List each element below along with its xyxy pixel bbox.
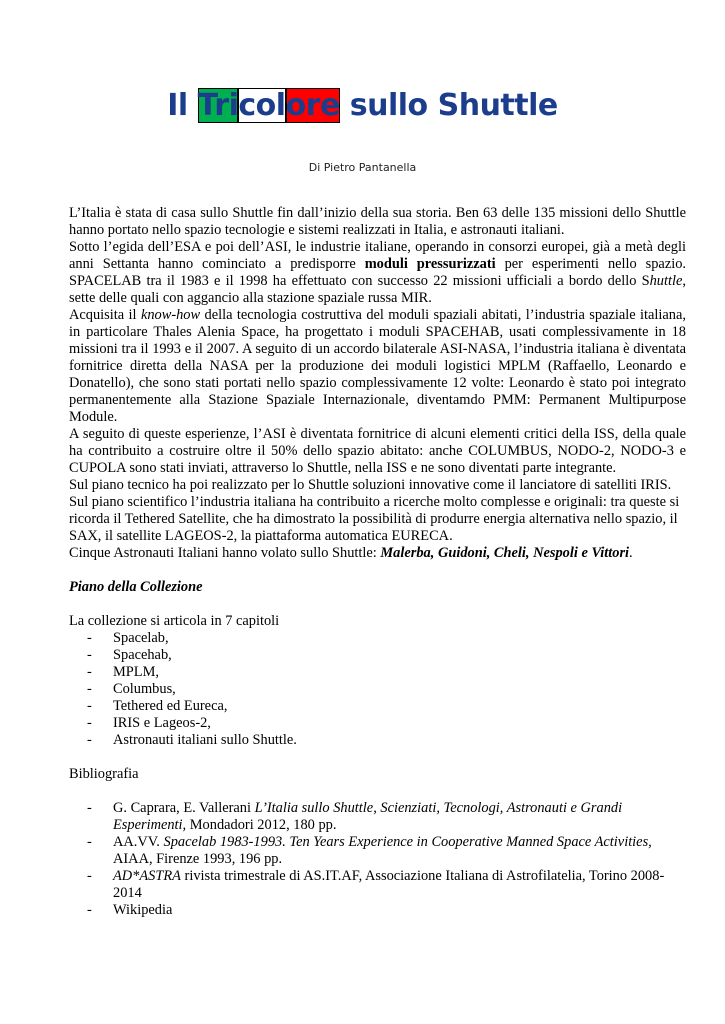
- paragraph-astronauts-text-a: Cinque Astronauti Italiani hanno volato sullo Shuttle:: [69, 545, 381, 561]
- title-tricolor-green: Tri: [197, 88, 239, 123]
- list-item: - Astronauti italiani sullo Shuttle.: [69, 732, 686, 749]
- title-tricolor-red: ore: [285, 88, 340, 123]
- document-title: [0, 86, 725, 126]
- paragraph-spacehab: [69, 307, 686, 426]
- paragraph-science-text: Sul piano scientifico l’industria italiana ha contribuito a ricerche molto complesse e originali: tra queste si ricorda il Tethered Satellite, che ha dimostrato la possibilità di produrre energia alternativa nello spazio, il SAX, il satellite LAGEOS-2, la piattaforma automatica EURECA.: [69, 494, 680, 544]
- title-suffix: sullo Shuttle: [339, 88, 558, 123]
- list-item: - Tethered ed Eureca,: [69, 698, 686, 715]
- paragraph-spacelab-bold: moduli pressurizzati: [364, 256, 496, 272]
- list-item: - IRIS e Lageos-2,: [69, 715, 686, 732]
- paragraph-iris: [69, 477, 686, 494]
- bibliography-list: [69, 800, 686, 919]
- paragraph-spacehab-italic: know-how: [140, 307, 201, 323]
- bibliography-item: - AA.VV. Spacelab 1983-1993. Ten Years Experience in Cooperative Manned Space Activities, AIAA, Firenze 1993, 196 pp.: [69, 834, 686, 868]
- paragraph-spacelab-italic: huttle: [649, 273, 683, 289]
- collection-heading: Piano della Collezione: [69, 579, 203, 595]
- paragraph-spacelab-text-c: , sette delle quali con aggancio alla stazione spaziale russa MIR.: [69, 273, 686, 306]
- paragraph-iris-text: Sul piano tecnico ha poi realizzato per lo Shuttle soluzioni innovative come il lanciatore di satelliti IRIS.: [69, 477, 672, 493]
- chapter-list: [69, 630, 686, 749]
- paragraph-spacelab: [69, 239, 686, 307]
- paragraph-intro-text: L’Italia è stata di casa sullo Shuttle fin dall’inizio della sua storia. Ben 63 delle 135 missioni dello Shuttle hanno portato nello spazio tecnologie e sistemi realizzati in Italia, e astronauti italiani.: [69, 205, 686, 238]
- paragraph-intro: [69, 205, 686, 239]
- paragraph-science: [69, 494, 686, 545]
- paragraph-iss-text: A seguito di queste esperienze, l’ASI è diventata fornitrice di alcuni elementi critici della ISS, della quale ha contribuito a costruire oltre il 50% dello spazio abitato: anche COLUMBUS, NODO-2, NODO-3 e CUPOLA sono stati inviati, attraverso lo Shuttle, nella ISS e ne sono diventati parte integrante.: [69, 426, 686, 476]
- bibliography-heading: Bibliografia: [69, 766, 139, 782]
- paragraph-spacehab-text-b: della tecnologia costruttiva del moduli spaziali abitati, l’industria spaziale italiana, in particolare Thales Alenia Space, ha progettato i moduli SPACEHAB, usati complessivamente in 18 missioni tra il 1993 e il 2007. A seguito di un accordo bilaterale ASI-NASA, l’industria italiana è diventata fornitrice diretta della NASA per la produzione dei moduli logistici MPLM (Raffaello, Leonardo e Donatello), che sono stati portati nello spazio complessivamente 12 volte: Leonardo è stato poi integrato permanentemente alla Stazione Spaziale Internazionale, diventamdo PMM: Permanent Multipurpose Module.: [69, 307, 686, 425]
- author-line: Di Pietro Pantanella: [308, 161, 417, 174]
- bibliography-item: - AD*ASTRA rivista trimestrale di AS.IT.AF, Associazione Italiana di Astrofilatelia, Torino 2008-2014: [69, 868, 686, 902]
- list-item: - Spacelab,: [69, 630, 686, 647]
- paragraph-iss: [69, 426, 686, 477]
- paragraph-astronauts-text-b: .: [629, 545, 633, 561]
- collection-intro: La collezione si articola in 7 capitoli: [69, 613, 280, 629]
- title-prefix: Il: [167, 88, 198, 123]
- astronaut-names: Malerba, Guidoni, Cheli, Nespoli e Vittori: [380, 545, 630, 561]
- list-item: - Spacehab,: [69, 647, 686, 664]
- bibliography-item: - Wikipedia: [69, 902, 686, 919]
- bibliography-item: - G. Caprara, E. Vallerani L’Italia sullo Shuttle, Scienziati, Tecnologi, Astronauti e Grandi Esperimenti, Mondadori 2012, 180 pp.: [69, 800, 686, 834]
- paragraph-astronauts: [69, 545, 686, 562]
- list-item: - MPLM,: [69, 664, 686, 681]
- list-item: - Columbus,: [69, 681, 686, 698]
- paragraph-spacehab-text-a: Acquisita il: [69, 307, 141, 323]
- paragraph-spacelab-text-b: per esperimenti nello spazio. SPACELAB tra il 1983 e il 1998 ha effettuato con successo 22 missioni ufficiali a bordo dello S: [69, 256, 686, 289]
- title-tricolor-white: col: [238, 88, 286, 123]
- document-body: [69, 205, 686, 919]
- paragraph-spacelab-text-a: Sotto l’egida dell’ESA e poi dell’ASI, le industrie italiane, operando in consorzi europei, già a metà degli anni Settanta hanno cominciato a predisporre: [69, 239, 686, 272]
